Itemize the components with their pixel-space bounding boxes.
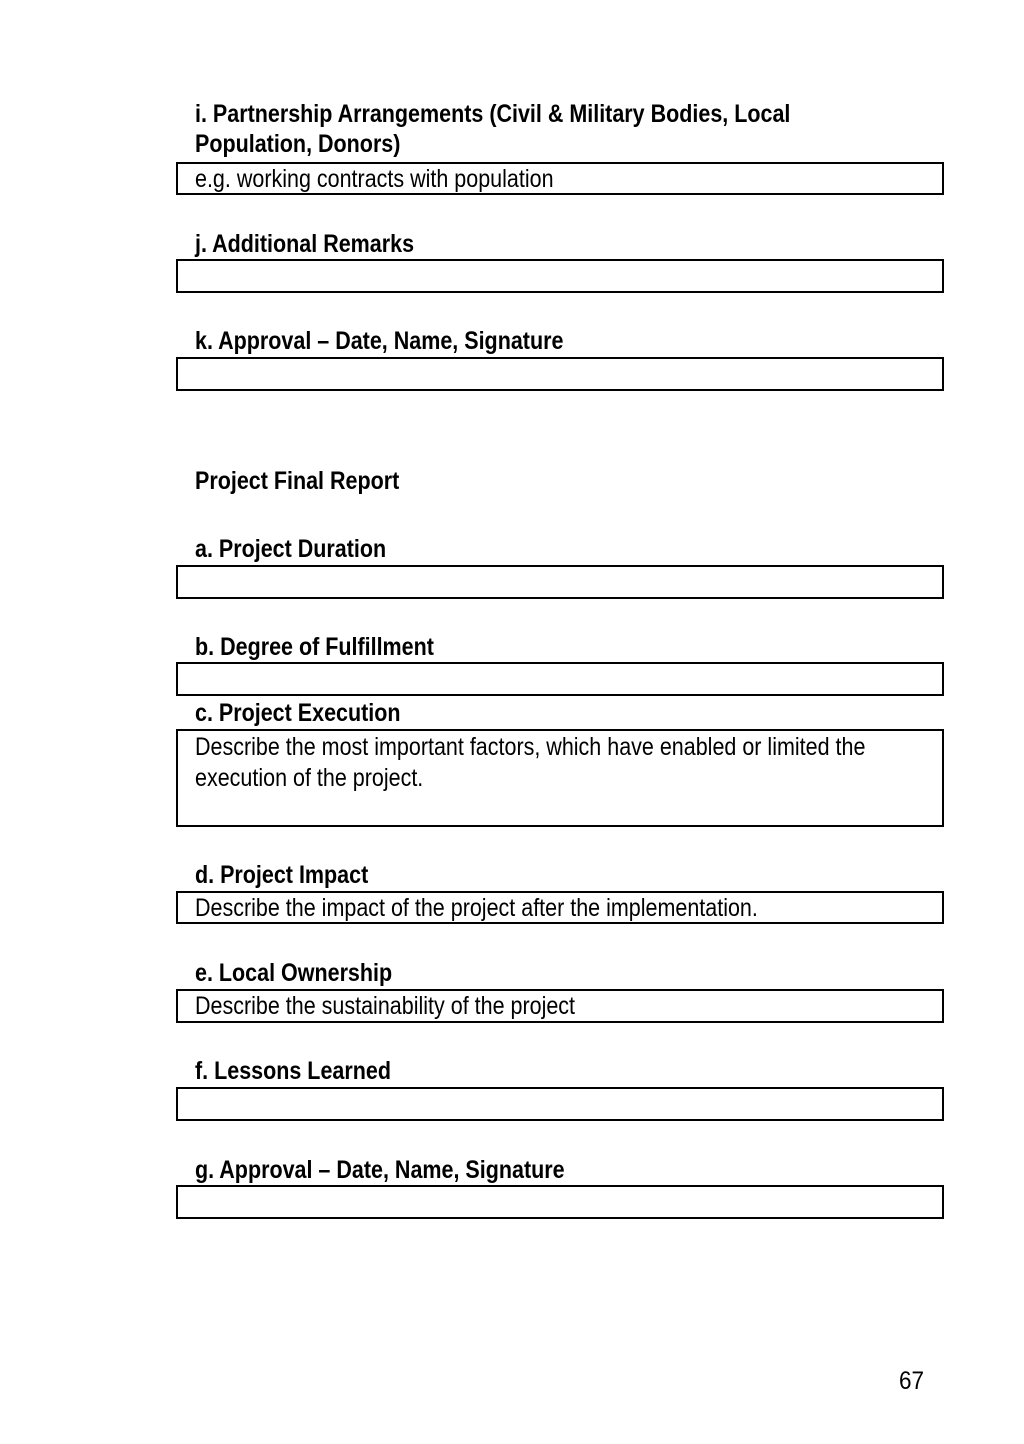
degree-fulfillment-heading: b. Degree of Fulfillment <box>195 633 434 661</box>
project-impact-field-text: Describe the impact of the project after the implementation. <box>195 894 758 922</box>
project-execution-heading: c. Project Execution <box>195 699 401 727</box>
project-duration-heading: a. Project Duration <box>195 535 387 563</box>
additional-remarks-heading: j. Additional Remarks <box>195 230 415 258</box>
partnership-heading-line2: Population, Donors) <box>195 130 401 158</box>
project-execution-field-line1: Describe the most important factors, which have enabled or limited the <box>195 733 866 761</box>
local-ownership-field-text: Describe the sustainability of the project <box>195 992 576 1020</box>
approval-k-field[interactable] <box>176 357 944 391</box>
final-report-title: Project Final Report <box>195 467 400 495</box>
local-ownership-heading: e. Local Ownership <box>195 959 393 987</box>
project-impact-heading: d. Project Impact <box>195 861 369 889</box>
page-number: 67 <box>899 1367 925 1395</box>
partnership-heading-line1: i. Partnership Arrangements (Civil & Military Bodies, Local <box>195 100 791 128</box>
local-ownership-field[interactable] <box>176 989 944 1023</box>
partnership-field-text: e.g. working contracts with population <box>195 165 554 193</box>
project-impact-field[interactable] <box>176 891 944 924</box>
approval-k-heading: k. Approval – Date, Name, Signature <box>195 327 564 355</box>
approval-g-field[interactable] <box>176 1185 944 1219</box>
project-execution-field-line2: execution of the project. <box>195 764 424 792</box>
additional-remarks-field[interactable] <box>176 259 944 293</box>
degree-fulfillment-field[interactable] <box>176 662 944 696</box>
lessons-learned-field[interactable] <box>176 1087 944 1121</box>
project-execution-field[interactable] <box>176 729 944 827</box>
lessons-learned-heading: f. Lessons Learned <box>195 1057 391 1085</box>
partnership-field[interactable] <box>176 162 944 195</box>
approval-g-heading: g. Approval – Date, Name, Signature <box>195 1156 565 1184</box>
project-duration-field[interactable] <box>176 565 944 599</box>
